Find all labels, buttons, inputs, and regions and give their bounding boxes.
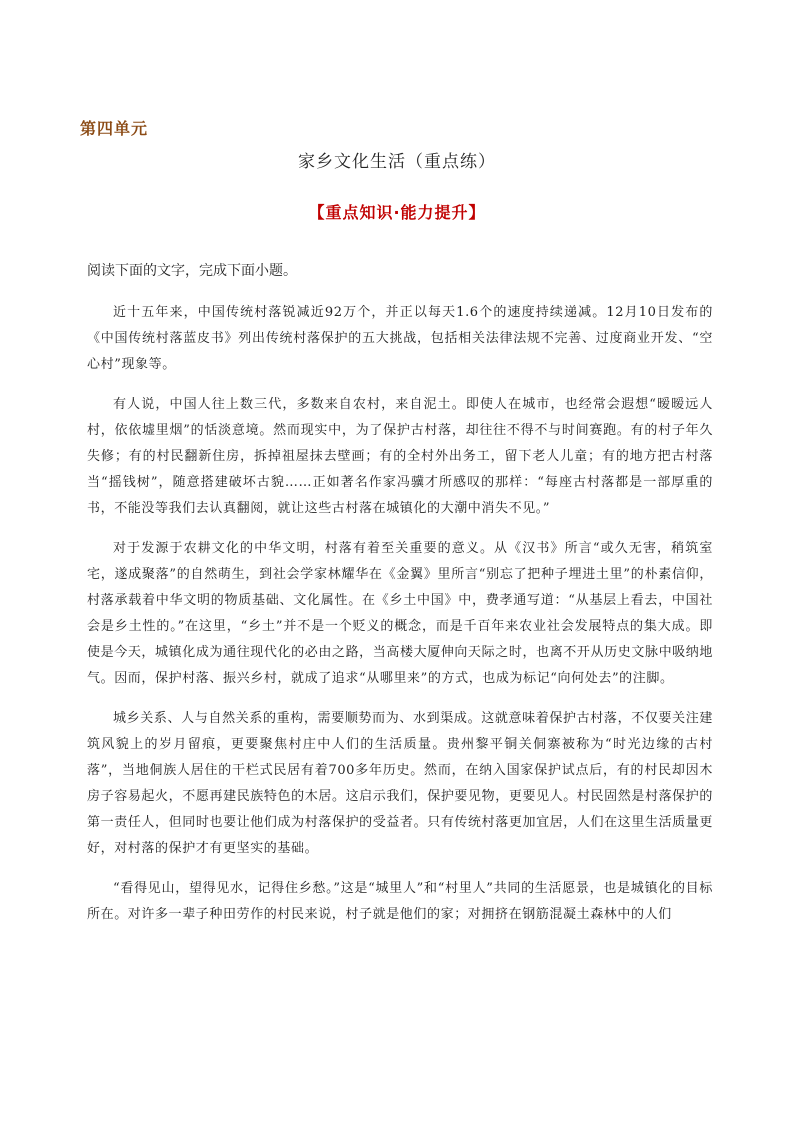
passage-paragraph-1: 近十五年来，中国传统村落锐减近92万个，并正以每天1.6个的速度持续递减。12月10日发布的《中国传统村落蓝皮书》列出传统村落保护的五大挑战，包括相关法律法规不完善、过度商业开发、“空心村”现象等。 [87, 305, 713, 372]
passage-paragraph-2: 有人说，中国人往上数三代，多数来自农村，来自泥土。即使人在城市，也经常会遐想“暧暧远人村，依依墟里烟”的恬淡意境。然而现实中，为了保护古村落，却往往不得不与时间赛跑。有的村子年久失修；有的村民翻新住房，拆掉祖屋抹去壁画；有的全村外出务工，留下老人儿童；有的地方把古村落当“摇钱树”，随意搭建破坏古貌……正如著名作家冯骥才所感叹的那样：“每座古村落都是一部厚重的书，不能没等我们去认真翻阅，就让这些古村落在城镇化的大潮中消失不见。” [87, 397, 713, 516]
reading-passage [87, 300, 713, 942]
reading-instruction: 阅读下面的文字，完成下面小题。 [87, 263, 297, 279]
passage-paragraph-5: “看得见山，望得见水，记得住乡愁。”这是“城里人”和“村里人”共同的生活愿景，也是城镇化的目标所在。对许多一辈子种田劳作的村民来说，村子就是他们的家；对拥挤在钢筋混凝土森林中的人们 [87, 881, 713, 922]
unit-title: 第四单元 [80, 119, 149, 138]
passage-paragraph-4: 城乡关系、人与自然关系的重构，需要顺势而为、水到渠成。这就意味着保护古村落，不仅要关注建筑风貌上的岁月留痕，更要聚焦村庄中人们的生活质量。贵州黎平铜关侗寨被称为“时光边缘的古村落”，当地侗族人居住的干栏式民居有着700多年历史。然而，在纳入国家保护试点后，有的村民却因木房子容易起火，不愿再建民族特色的木居。这启示我们，保护要见物，更要见人。村民固然是村落保护的第一责任人，但同时也要让他们成为村落保护的受益者。只有传统村落更加宜居，人们在这里生活质量更好，对村落的保护才有更坚实的基础。 [87, 711, 713, 856]
document-title: 家乡文化生活（重点练） [298, 152, 496, 172]
section-banner: 【重点知识·能力提升】 [308, 203, 486, 222]
passage-paragraph-3: 对于发源于农耕文化的中华文明，村落有着至关重要的意义。从《汉书》所言“或久无害，稍筑室宅，遂成聚落”的自然萌生，到社会学家林耀华在《金翼》里所言“别忘了把种子埋进土里”的朴素信仰，村落承载着中华文明的物质基础、文化属性。在《乡土中国》中，费孝通写道：“从基层上看去，中国社会是乡土性的。”在这里，“乡土”并不是一个贬义的概念，而是千百年来农业社会发展特点的集大成。即使是今天，城镇化成为通往现代化的必由之路，当高楼大厦伸向天际之时，也离不开从历史文脉中吸纳地气。因而，保护村落、振兴乡村，就成了追求“从哪里来”的方式，也成为标记“向何处去”的注脚。 [87, 541, 713, 686]
